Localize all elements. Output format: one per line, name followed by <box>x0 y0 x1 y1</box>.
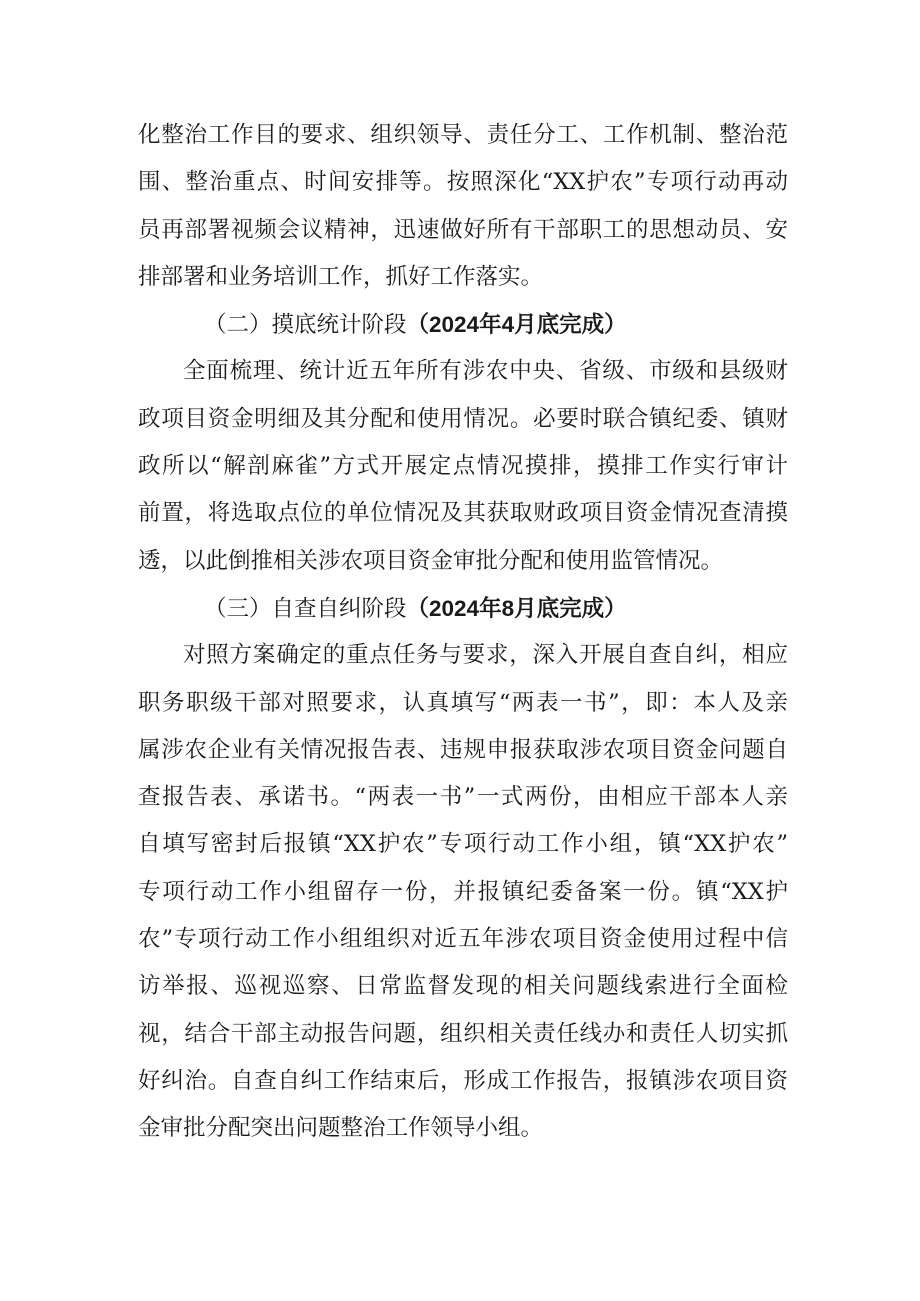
text-line: 职务职级干部对照要求，认真填写“两表一书”，即：本人及亲 <box>138 689 788 716</box>
text-line: 访举报、巡视巡察、日常监督发现的相关问题线索进行全面检 <box>138 973 788 1000</box>
text-line: 前置，将选取点位的单位情况及其获取财政项目资金情况查清摸 <box>138 500 788 527</box>
text-line: 全面梳理、统计近五年所有涉农中央、省级、市级和县级财 <box>183 358 788 385</box>
text-line: 化整治工作目的要求、组织领导、责任分工、工作机制、整治范 <box>138 122 788 148</box>
text-line: 金审批分配突出问题整治工作领导小组。 <box>138 1115 544 1142</box>
text-line: 透，以此倒推相关涉农项目资金审批分配和使用监管情况。 <box>138 547 724 574</box>
text-line: 专项行动工作小组留存一份，并报镇纪委备案一份。镇“XX护 <box>138 878 788 905</box>
heading-date: （2024年8月底完成） <box>406 595 627 621</box>
text-line: 政所以“解剖麻雀”方式开展定点情况摸排，摸排工作实行审计 <box>138 453 788 480</box>
section-heading-2 <box>138 301 788 348</box>
heading-title: （三）自查自纠阶段 <box>204 595 407 622</box>
heading-title: （二）摸底统计阶段 <box>204 312 407 339</box>
text-line: 好纠治。自查自纠工作结束后，形成工作报告，报镇涉农项目资 <box>138 1067 788 1094</box>
document-body <box>138 112 788 1153</box>
paragraph-2 <box>138 348 788 584</box>
paragraph-3 <box>138 632 788 1152</box>
text-line: 查报告表、承诺书。“两表一书”一式两份，由相应干部本人亲 <box>138 784 788 811</box>
text-line: 围、整治重点、时间安排等。按照深化“XX护农”专项行动再动 <box>138 169 788 196</box>
text-line: 属涉农企业有关情况报告表、违规申报获取涉农项目资金问题自 <box>138 736 788 763</box>
text-line: 员再部署视频会议精神，迅速做好所有干部职工的思想动员、安 <box>138 216 788 243</box>
text-line: 自填写密封后报镇“XX护农”专项行动工作小组，镇“XX护农” <box>138 831 788 858</box>
section-heading-3 <box>138 585 788 632</box>
text-line: 视，结合干部主动报告问题，组织相关责任线办和责任人切实抓 <box>138 1020 788 1047</box>
text-line: 对照方案确定的重点任务与要求，深入开展自查自纠，相应 <box>183 642 788 669</box>
text-line: 排部署和业务培训工作，抓好工作落实。 <box>138 263 544 290</box>
heading-date: （2024年4月底完成） <box>406 312 627 338</box>
paragraph-1 <box>138 112 788 301</box>
text-line: 农”专项行动工作小组组织对近五年涉农项目资金使用过程中信 <box>138 926 788 953</box>
text-line: 政项目资金明细及其分配和使用情况。必要时联合镇纪委、镇财 <box>138 405 788 432</box>
